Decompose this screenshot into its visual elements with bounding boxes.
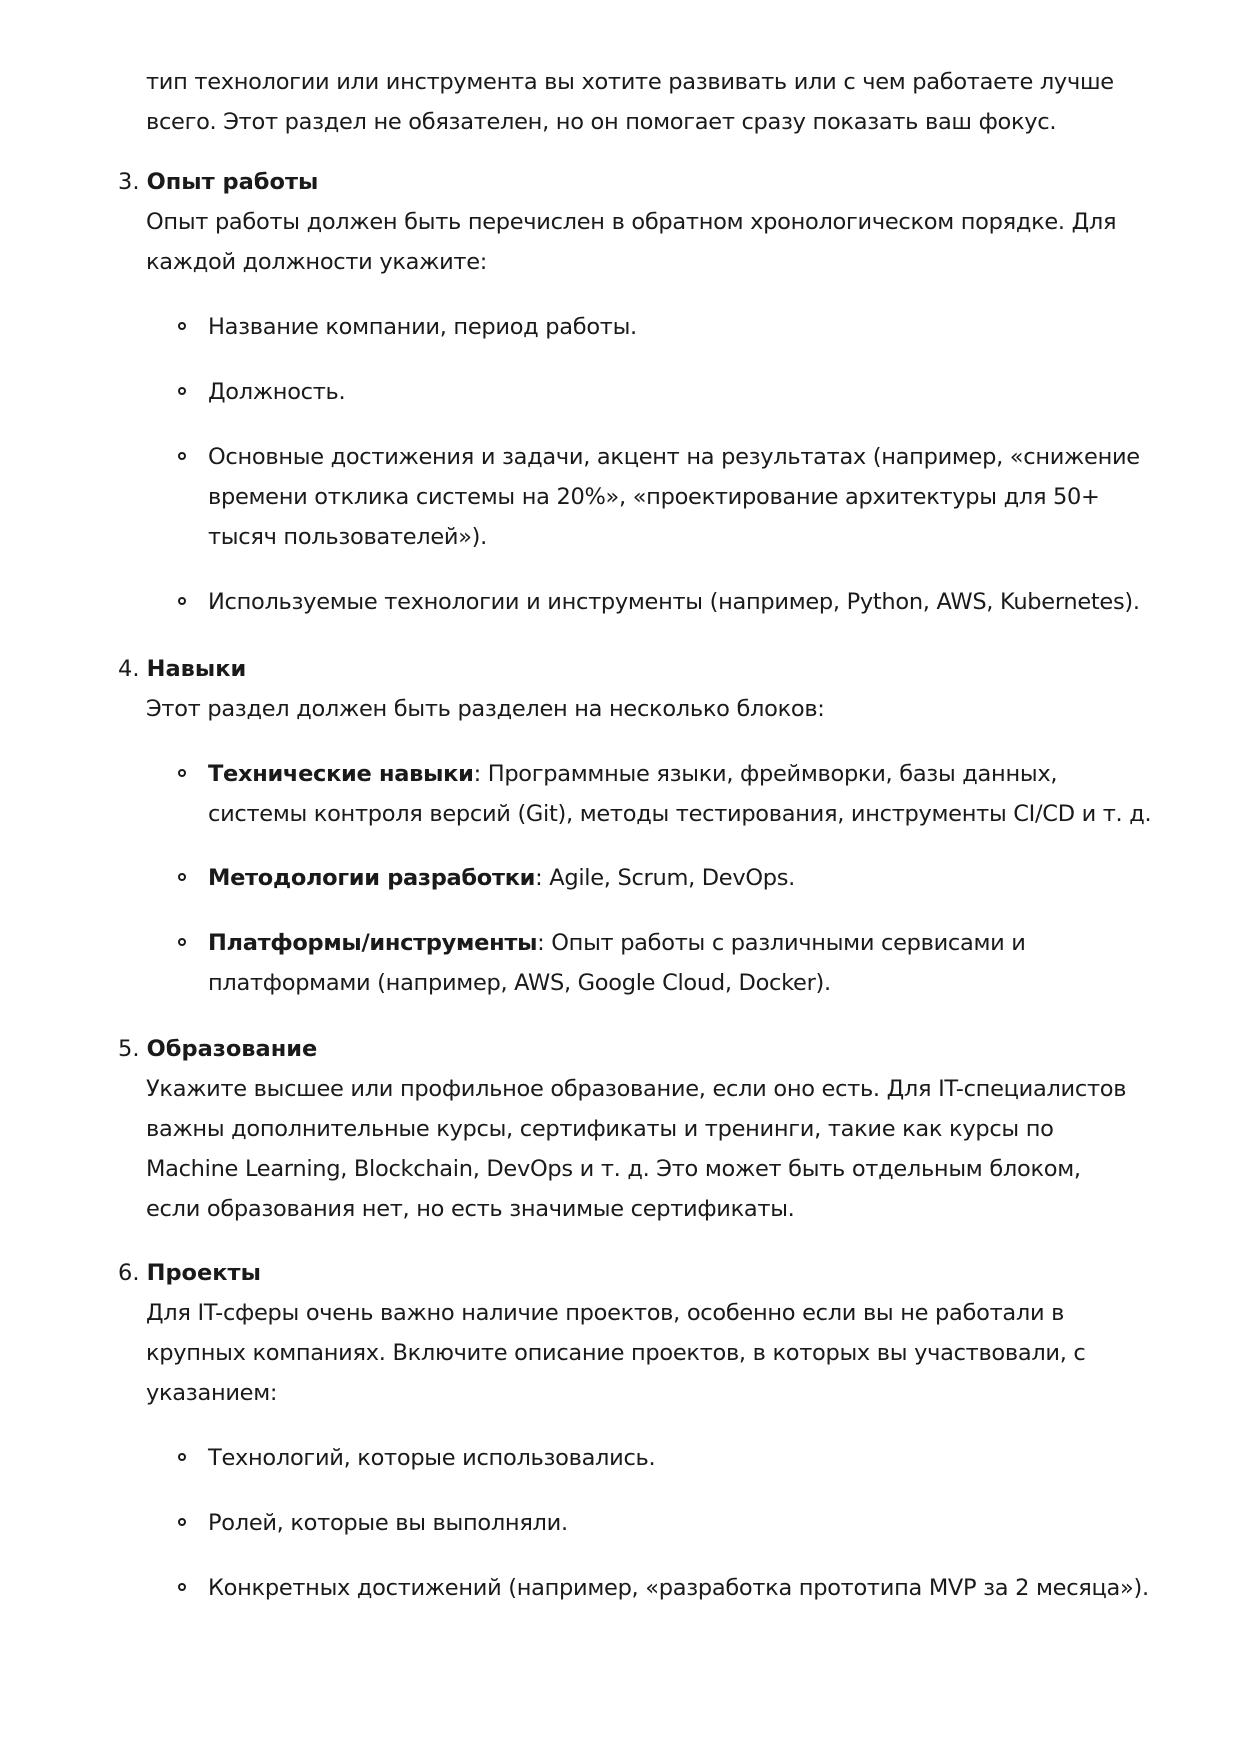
list-item-text: Используемые технологии и инструменты (например, Python, AWS, Kubernetes). (208, 589, 1140, 615)
section-heading (118, 1029, 317, 1069)
circle-bullet-icon (178, 597, 186, 605)
list-item-text: Название компании, период работы. (208, 314, 637, 340)
section-number: 6. (118, 1260, 140, 1286)
circle-bullet-icon (178, 1518, 186, 1526)
section-heading (118, 649, 246, 689)
list-item-desc: : Программные языки, фреймворки, базы данных, системы контроля версий (Git), методы тестирования, инструменты CI/CD и т. д. (208, 761, 1152, 827)
section-body: Опыт работы должен быть перечислен в обратном хронологическом порядке. Для каждой должности укажите: (146, 209, 1117, 275)
list-item-text (208, 923, 1158, 1003)
circle-bullet-icon (178, 452, 186, 460)
section-body: Укажите высшее или профильное образование, если оно есть. Для IT-специалистов важны дополнительные курсы, сертификаты и тренинги, такие как курсы по Machine Learning, Blockchain, DevOps и т. д. Это может быть отдельным блоком, если образования нет, но есть значимые сертификаты. (146, 1076, 1127, 1222)
list-item-text: Основные достижения и задачи, акцент на результатах (например, «снижение времени отклика системы на 20%», «проектирование архитектуры для 50+ тысяч пользователей»). (208, 444, 1140, 550)
list-item-text: Ролей, которые вы выполняли. (208, 1510, 568, 1536)
section-title: Проекты (146, 1260, 261, 1286)
intro-paragraph: тип технологии или инструмента вы хотите развивать или с чем работаете лучше всего. Этот раздел не обязателен, но он помогает сразу показать ваш фокус. (146, 69, 1114, 135)
circle-bullet-icon (178, 769, 186, 777)
circle-bullet-icon (178, 1453, 186, 1461)
circle-bullet-icon (178, 1583, 186, 1591)
section-title: Образование (146, 1036, 318, 1062)
list-item-desc: : Agile, Scrum, DevOps. (535, 865, 796, 891)
list-item-text: Конкретных достижений (например, «разработка прототипа MVP за 2 месяца»). (208, 1575, 1149, 1601)
list-item-text (208, 754, 1158, 834)
list-item-label: Платформы/инструменты (208, 930, 538, 956)
list-item-desc: : Опыт работы с различными сервисами и платформами (например, AWS, Google Cloud, Docker). (208, 930, 1026, 996)
circle-bullet-icon (178, 873, 186, 881)
circle-bullet-icon (178, 938, 186, 946)
section-body: Этот раздел должен быть разделен на несколько блоков: (146, 696, 825, 722)
section-number: 4. (118, 656, 140, 682)
list-item-label: Методологии разработки (208, 865, 536, 891)
list-item-text: Технологий, которые использовались. (208, 1445, 656, 1471)
section-heading (118, 1253, 261, 1293)
list-item-text: Должность. (208, 379, 346, 405)
section-title: Опыт работы (146, 169, 319, 195)
circle-bullet-icon (178, 322, 186, 330)
list-item-label: Технические навыки (208, 761, 474, 787)
list-item-text (208, 858, 1158, 898)
section-number: 5. (118, 1036, 140, 1062)
section-heading (118, 162, 318, 202)
circle-bullet-icon (178, 387, 186, 395)
section-title: Навыки (146, 656, 247, 682)
section-body: Для IT-сферы очень важно наличие проектов, особенно если вы не работали в крупных компаниях. Включите описание проектов, в которых вы участвовали, с указанием: (146, 1300, 1086, 1406)
section-number: 3. (118, 169, 140, 195)
